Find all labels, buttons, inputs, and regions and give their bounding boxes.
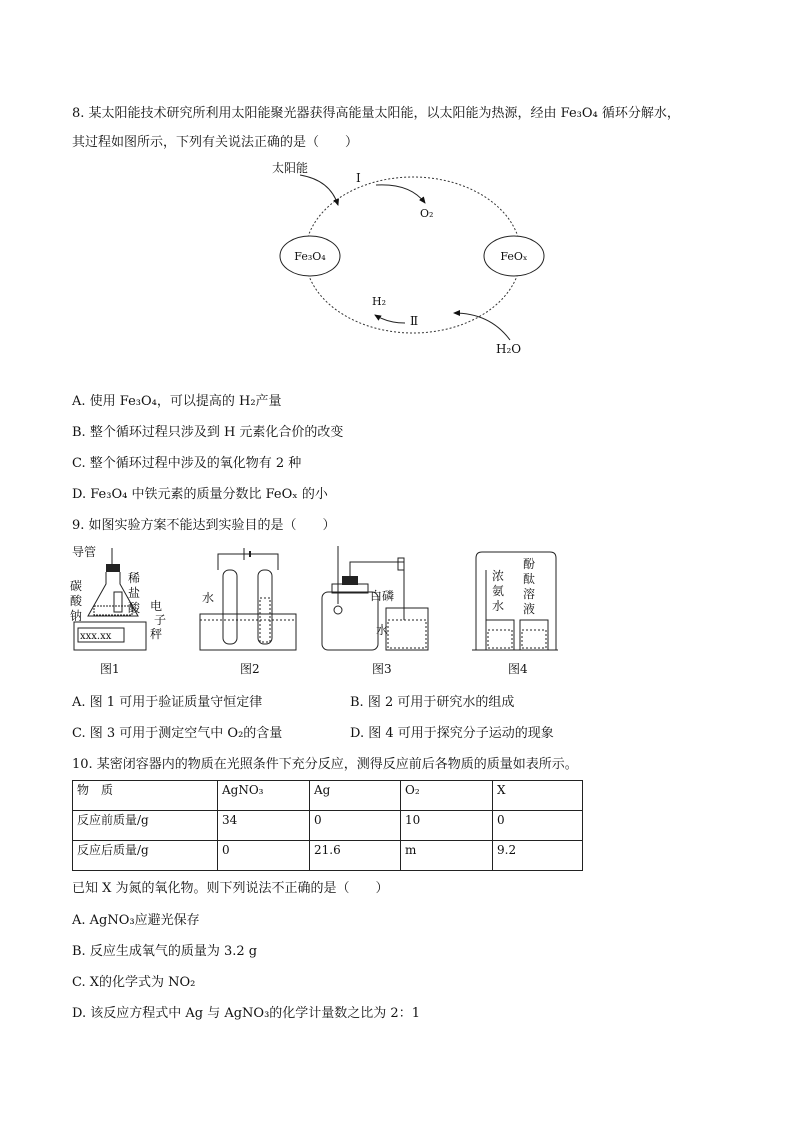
svg-text:酸: 酸 (128, 601, 141, 615)
svg-text:xxx.xx: xxx.xx (80, 631, 112, 642)
fig4-molecule-motion-setup (472, 552, 558, 676)
q10-option-c: C. X的化学式为 NO₂ (72, 975, 196, 990)
fig2-electrolysis-setup (200, 548, 296, 676)
svg-text:稀: 稀 (128, 571, 141, 585)
table-header-cell: 物 质 (73, 781, 218, 811)
svg-text:水: 水 (492, 599, 505, 613)
fig1-balance-setup (70, 545, 166, 676)
table-header-cell: O₂ (401, 781, 493, 811)
svg-text:浓: 浓 (492, 569, 505, 583)
svg-text:液: 液 (523, 602, 536, 616)
svg-text:酞: 酞 (523, 572, 536, 586)
o2-label: O₂ (420, 207, 434, 220)
svg-text:钠: 钠 (70, 609, 83, 623)
svg-text:水: 水 (376, 623, 389, 637)
fe3o4-label: Fe₃O₄ (294, 250, 326, 263)
table-cell: 0 (218, 841, 310, 871)
q9-apparatus-figures (68, 540, 568, 680)
step-2-label: Ⅱ (410, 314, 419, 328)
q9-option-c: C. 图 3 可用于测定空气中 O₂的含量 (72, 726, 283, 741)
table-cell: 21.6 (310, 841, 401, 871)
feox-label: FeOₓ (500, 250, 528, 263)
q8-stem-line2: 其过程如图所示，下列有关说法正确的是（ ） (72, 135, 359, 150)
table-cell: 0 (310, 811, 401, 841)
table-row (73, 841, 583, 871)
table-header-row (73, 781, 583, 811)
q10-option-a: A. AgNO₃应避光保存 (72, 913, 200, 928)
q10-stem: 10. 某密闭容器内的物质在光照条件下充分反应，测得反应前后各物质的质量如表所示。 (72, 757, 578, 772)
q9-option-b: B. 图 2 可用于研究水的组成 (350, 695, 515, 710)
h2o-arrow (454, 313, 510, 340)
o2-arrow (376, 185, 425, 203)
svg-text:子: 子 (154, 613, 167, 627)
svg-text:电: 电 (150, 599, 163, 613)
q10-option-b: B. 反应生成氧气的质量为 3.2 g (72, 944, 258, 959)
table-row (73, 811, 583, 841)
h2-arrow (375, 315, 405, 323)
q8-option-a: A. 使用 Fe₃O₄，可以提高的 H₂产量 (72, 394, 282, 409)
q8-option-c: C. 整个循环过程中涉及的氧化物有 2 种 (72, 456, 302, 471)
svg-text:酚: 酚 (523, 557, 536, 571)
h2o-label: H₂O (496, 342, 522, 356)
svg-text:碳: 碳 (70, 579, 83, 593)
svg-text:溶: 溶 (523, 587, 536, 601)
table-cell: 反应前质量/g (73, 811, 218, 841)
q9-option-d: D. 图 4 可用于探究分子运动的现象 (350, 726, 554, 741)
table-cell: 0 (493, 811, 583, 841)
q8-stem-line1: 8. 某太阳能技术研究所利用太阳能聚光器获得高能量太阳能，以太阳能为热源，经由 Fe₃O₄ 循环分解水， (72, 106, 680, 121)
table-header-cell: Ag (310, 781, 401, 811)
table-header-cell: X (493, 781, 583, 811)
q10-note: 已知 X 为氮的氧化物。则下列说法不正确的是（ ） (72, 881, 389, 896)
q9-stem: 9. 如图实验方案不能达到实验目的是（ ） (72, 518, 336, 533)
q10-option-d: D. 该反应方程式中 Ag 与 AgNO₃的化学计量数之比为 2：1 (72, 1006, 420, 1021)
table-cell: 9.2 (493, 841, 583, 871)
q9-option-a: A. 图 1 可用于验证质量守恒定律 (72, 695, 263, 710)
q8-option-d: D. Fe₃O₄ 中铁元素的质量分数比 FeOₓ 的小 (72, 487, 328, 502)
table-cell: 10 (401, 811, 493, 841)
svg-text:图2: 图2 (240, 662, 260, 676)
svg-text:水: 水 (202, 591, 215, 605)
table-cell: 34 (218, 811, 310, 841)
step-1-label: I (356, 171, 361, 185)
sun-label: 太阳能 (272, 161, 309, 175)
svg-text:导管: 导管 (72, 545, 97, 559)
table-cell: m (401, 841, 493, 871)
h2-label: H₂ (372, 295, 387, 308)
svg-text:白磷: 白磷 (370, 589, 395, 603)
table-header-cell: AgNO₃ (218, 781, 310, 811)
q8-cycle-diagram (260, 155, 560, 365)
svg-text:氨: 氨 (492, 584, 505, 598)
fig3-phosphorus-setup (322, 546, 428, 676)
table-cell: 反应后质量/g (73, 841, 218, 871)
svg-text:酸: 酸 (70, 594, 83, 608)
svg-text:图1: 图1 (100, 662, 120, 676)
q10-mass-table (72, 780, 583, 871)
svg-text:图3: 图3 (372, 662, 392, 676)
q8-option-b: B. 整个循环过程只涉及到 H 元素化合价的改变 (72, 425, 344, 440)
svg-text:盐: 盐 (128, 586, 141, 600)
sun-arrow (300, 175, 338, 205)
svg-text:秤: 秤 (150, 627, 163, 641)
svg-text:图4: 图4 (508, 662, 528, 676)
